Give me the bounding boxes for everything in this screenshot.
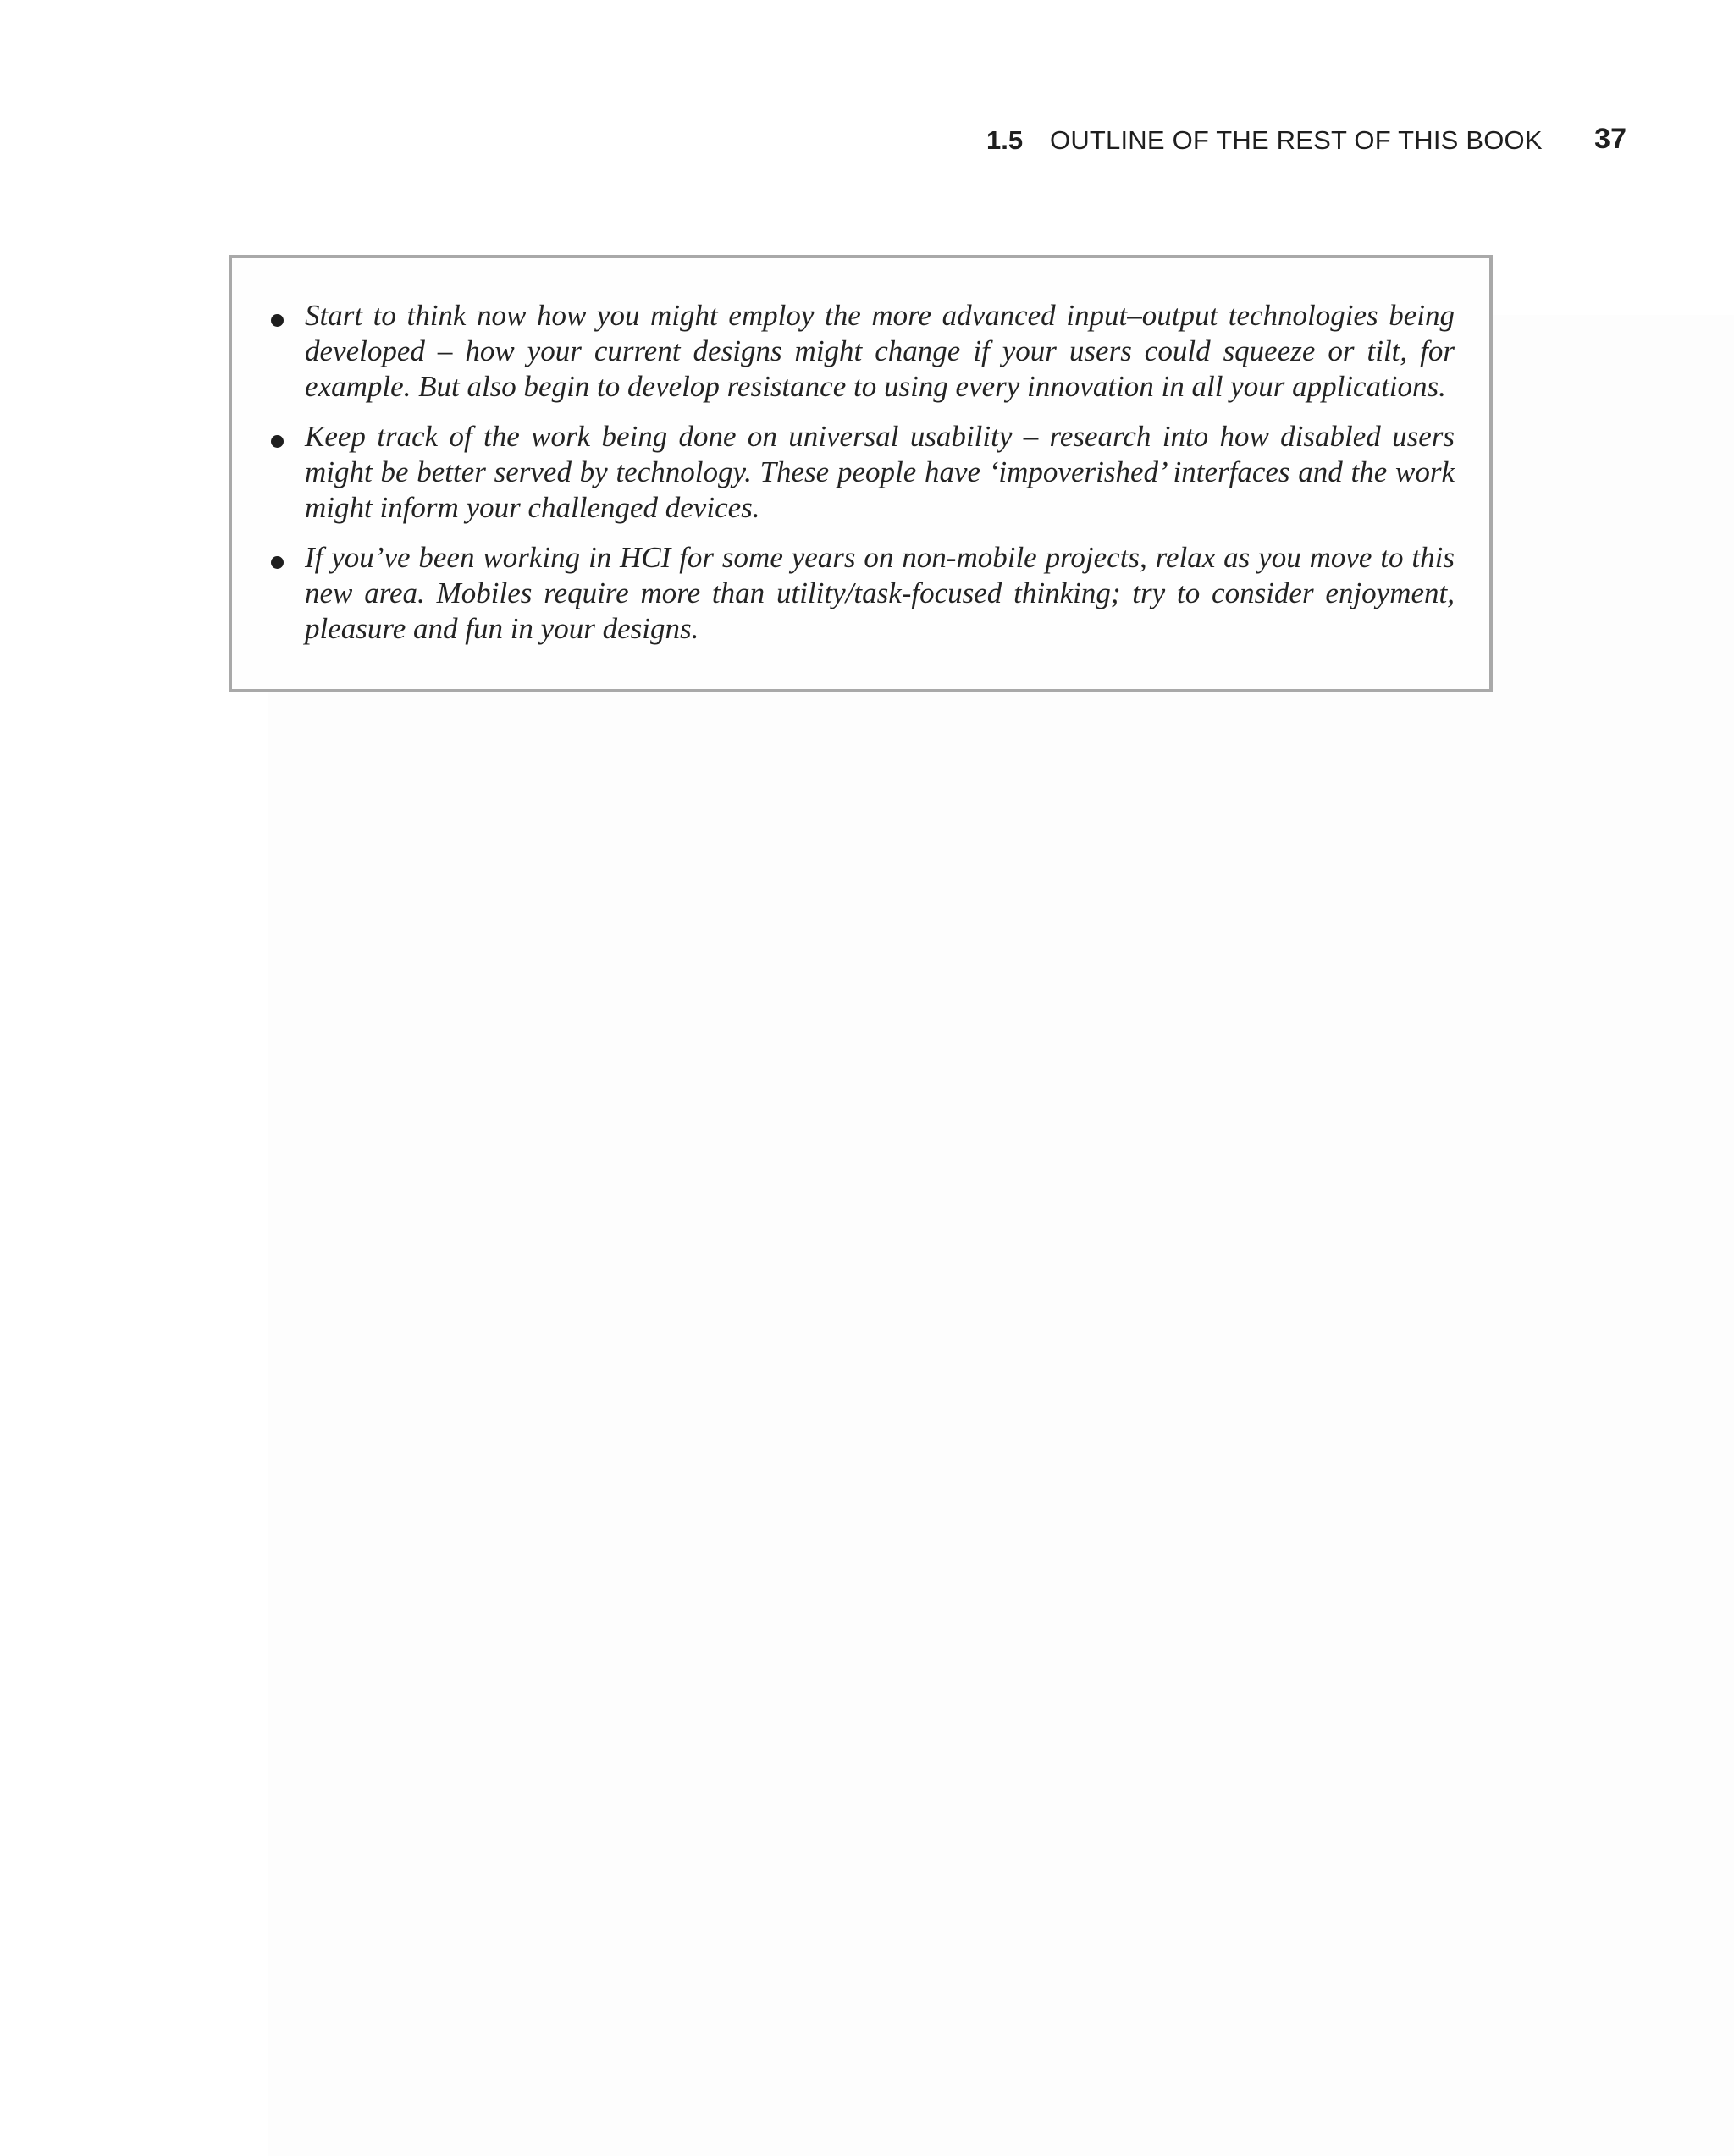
tip-text: Start to think now how you might employ the more advanced input–output technologies being developed – how your current designs might change if your users could squeeze or tilt, for example. But also begin to develop resistance to using every innovation in all your applications. xyxy=(305,299,1455,403)
list-item xyxy=(271,419,1455,526)
section-number: 1.5 xyxy=(986,125,1024,155)
list-item xyxy=(271,540,1455,647)
page-number: 37 xyxy=(1594,123,1626,155)
bullet-icon xyxy=(271,556,284,569)
bullet-icon xyxy=(271,314,284,327)
list-item xyxy=(271,298,1455,405)
tips-box xyxy=(229,255,1493,692)
tips-list xyxy=(271,298,1455,661)
bullet-icon xyxy=(271,435,284,448)
section-title: OUTLINE OF THE REST OF THIS BOOK xyxy=(1050,125,1543,155)
tip-text: Keep track of the work being done on universal usability – research into how disabled users might be better served by technology. These people have ‘impoverished’ interfaces and the work might inform your challenged devices. xyxy=(305,420,1455,524)
running-head xyxy=(986,122,1626,159)
tip-text: If you’ve been working in HCI for some years on non-mobile projects, relax as you move to this new area. Mobiles require more than utility/task-focused thinking; try to consider enjoyment, pleasure and fun in your designs. xyxy=(305,541,1455,645)
